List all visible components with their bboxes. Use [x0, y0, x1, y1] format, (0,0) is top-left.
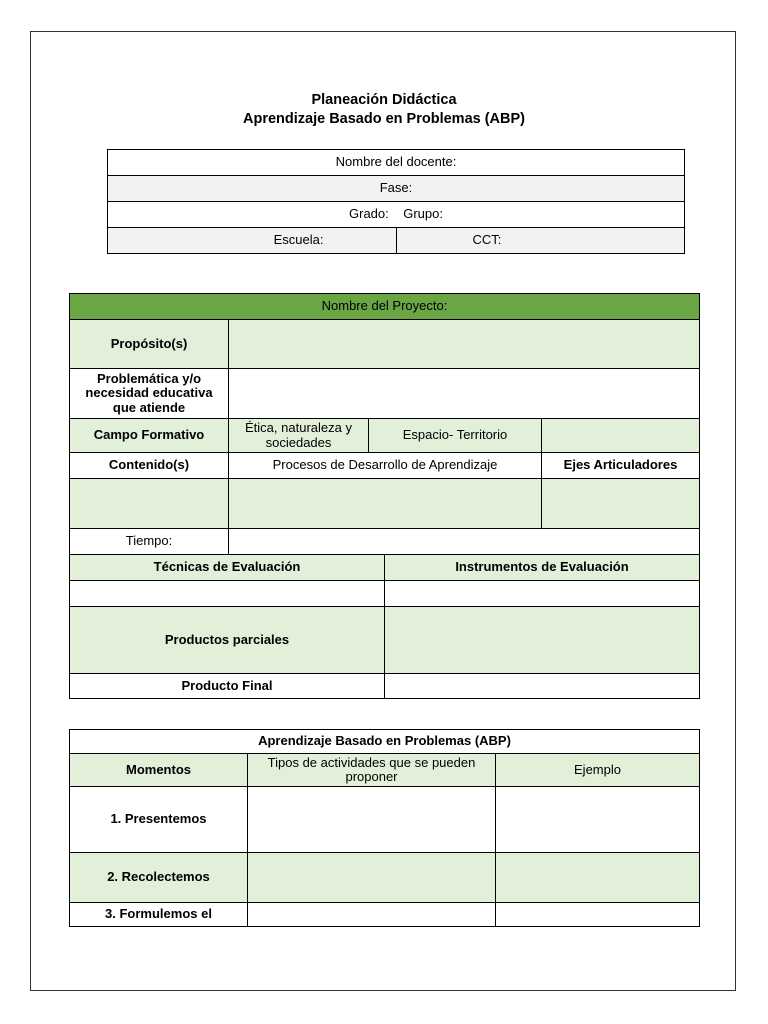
eval-instruments-label: Instrumentos de Evaluación	[385, 555, 700, 581]
example-cell[interactable]	[496, 787, 700, 853]
purpose-label: Propósito(s)	[70, 320, 229, 369]
final-product-label: Producto Final	[70, 674, 385, 699]
partial-products-cell[interactable]	[385, 607, 700, 674]
axes-label: Ejes Articuladores	[542, 453, 700, 479]
project-table	[69, 293, 700, 699]
group-label: Grupo:	[403, 206, 443, 222]
cct-field[interactable]: CCT:	[396, 228, 685, 254]
campo-formativo-label: Campo Formativo	[70, 419, 229, 453]
page-title: Planeación Didáctica	[311, 92, 457, 108]
grade-label: Grado:	[349, 206, 389, 222]
school-field[interactable]: Escuela:	[108, 228, 397, 254]
moment-presentemos: 1. Presentemos	[70, 787, 248, 853]
problem-label: Problemática y/o necesidad educativa que atiende	[70, 369, 229, 419]
campo-extra-cell[interactable]	[542, 419, 700, 453]
moment-recolectemos: 2. Recolectemos	[70, 853, 248, 903]
eval-techniques-label: Técnicas de Evaluación	[70, 555, 385, 581]
processes-cell[interactable]	[229, 479, 542, 529]
eval-techniques-cell[interactable]	[70, 581, 385, 607]
teacher-info-table	[107, 149, 685, 254]
contents-cell[interactable]	[70, 479, 229, 529]
abp-table	[69, 729, 700, 927]
phase-field[interactable]: Fase:	[108, 176, 685, 202]
contents-label: Contenido(s)	[70, 453, 229, 479]
activities-cell[interactable]	[248, 903, 496, 927]
example-cell[interactable]	[496, 853, 700, 903]
campo-option-espacio[interactable]: Espacio- Territorio	[369, 419, 542, 453]
partial-products-label: Productos parciales	[70, 607, 385, 674]
example-cell[interactable]	[496, 903, 700, 927]
problem-cell[interactable]	[229, 369, 700, 419]
axes-cell[interactable]	[542, 479, 700, 529]
moment-formulemos: 3. Formulemos el	[70, 903, 248, 927]
activities-cell[interactable]	[248, 787, 496, 853]
page-subtitle: Aprendizaje Basado en Problemas (ABP)	[242, 111, 525, 127]
activities-cell[interactable]	[248, 853, 496, 903]
time-cell[interactable]	[229, 529, 700, 555]
activity-types-header: Tipos de actividades que se pueden proponer	[248, 754, 496, 787]
final-product-cell[interactable]	[385, 674, 700, 699]
time-label: Tiempo:	[70, 529, 229, 555]
teacher-name-field[interactable]: Nombre del docente:	[108, 150, 685, 176]
purpose-cell[interactable]	[229, 320, 700, 369]
campo-option-etica[interactable]: Ética, naturaleza y sociedades	[229, 419, 369, 453]
eval-instruments-cell[interactable]	[385, 581, 700, 607]
grade-group-field[interactable]	[108, 202, 685, 228]
moments-header: Momentos	[70, 754, 248, 787]
example-header: Ejemplo	[496, 754, 700, 787]
processes-label: Procesos de Desarrollo de Aprendizaje	[229, 453, 542, 479]
abp-header: Aprendizaje Basado en Problemas (ABP)	[70, 730, 700, 754]
project-name-header[interactable]: Nombre del Proyecto:	[70, 294, 700, 320]
